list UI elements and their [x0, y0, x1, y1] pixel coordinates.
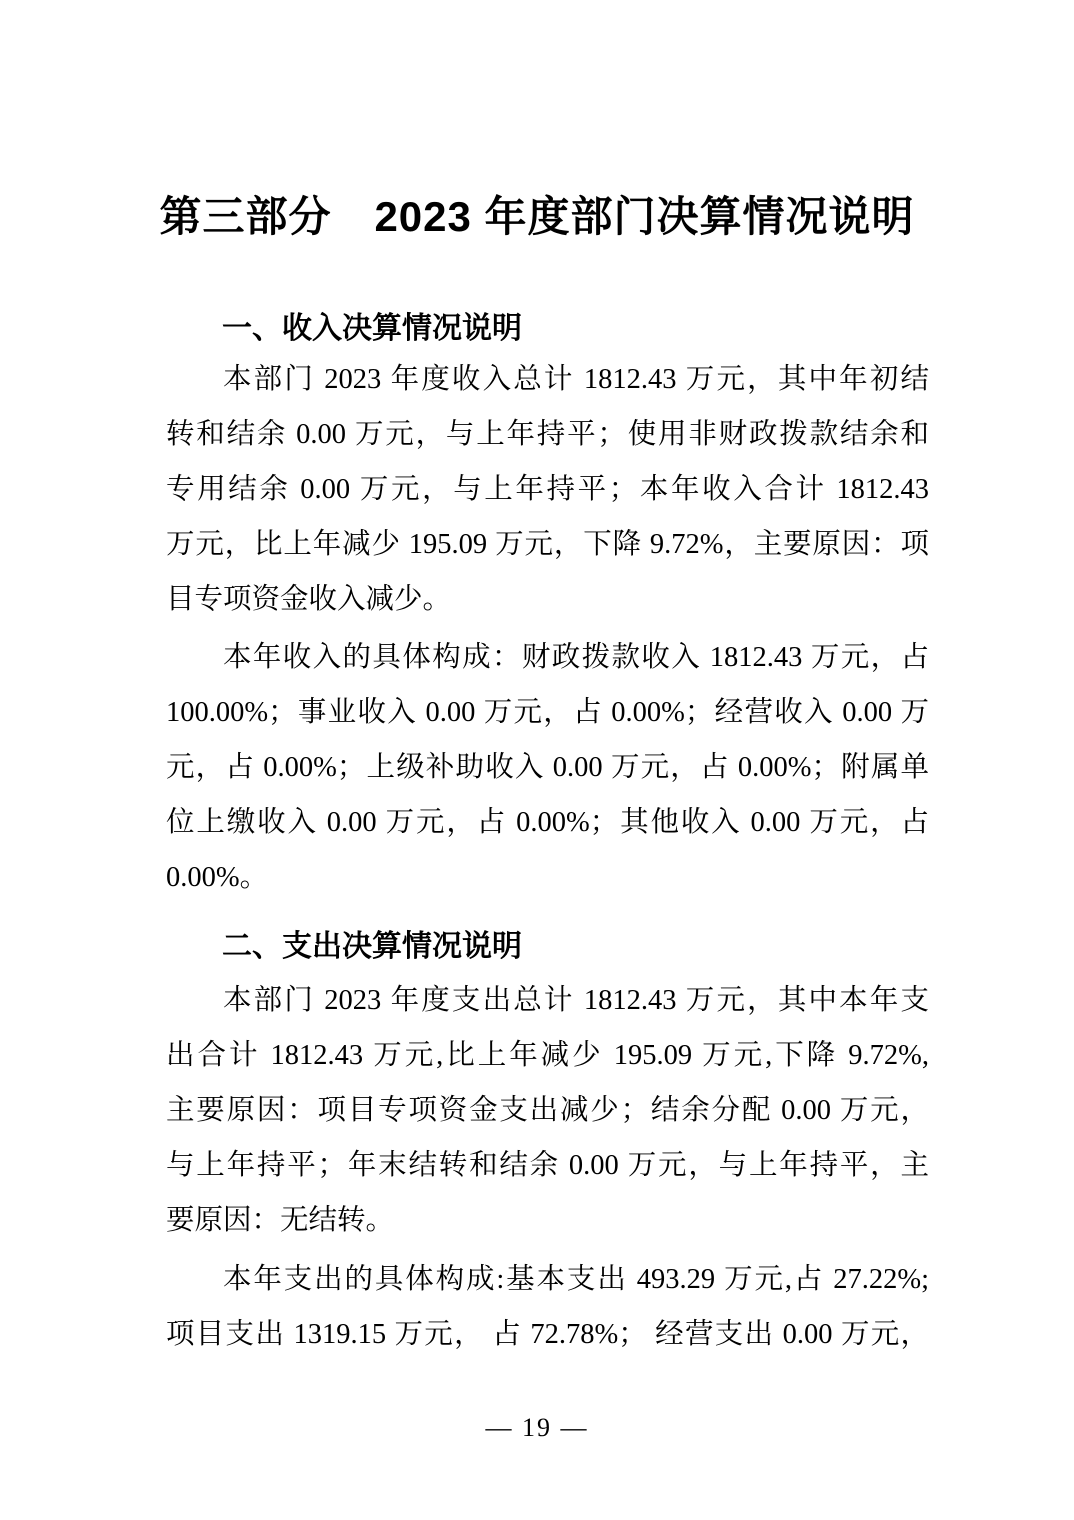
paragraph-expenditure-total [166, 973, 929, 1248]
paragraph-line: 万元，比上年减少 195.09 万元，下降 9.72%，主要原因：项 [166, 529, 929, 560]
paragraph-line: 0.00%。 [166, 862, 269, 893]
paragraph-line: 出合计 1812.43 万元,比上年减少 195.09 万元,下降 9.72%, [166, 1040, 929, 1071]
paragraph-income-composition [166, 630, 929, 905]
paragraph-line: 项目支出 1319.15 万元， 占 72.78%； 经营支出 0.00 万元， [166, 1319, 929, 1350]
paragraph-line: 目专项资金收入减少。 [166, 584, 452, 615]
paragraph-line: 位上缴收入 0.00 万元，占 0.00%；其他收入 0.00 万元，占 [166, 807, 929, 838]
paragraph-line: 与上年持平；年末结转和结余 0.00 万元，与上年持平，主 [166, 1150, 929, 1181]
paragraph-line: 本部门 2023 年度支出总计 1812.43 万元，其中本年支 [223, 985, 929, 1016]
paragraph-line: 转和结余 0.00 万元，与上年持平；使用非财政拨款结余和 [166, 419, 929, 450]
paragraph-line: 100.00%；事业收入 0.00 万元，占 0.00%；经营收入 0.00 万 [166, 697, 929, 728]
paragraph-line: 要原因：无结转。 [166, 1205, 395, 1236]
paragraph-line: 本年支出的具体构成:基本支出 493.29 万元,占 27.22%; [223, 1264, 929, 1295]
paragraph-income-total [166, 352, 929, 627]
paragraph-expenditure-composition [166, 1252, 929, 1362]
paragraph-line: 主要原因：项目专项资金支出减少；结余分配 0.00 万元， [166, 1095, 929, 1126]
paragraph-line: 专用结余 0.00 万元，与上年持平；本年收入合计 1812.43 [166, 474, 929, 505]
paragraph-line: 本部门 2023 年度收入总计 1812.43 万元，其中年初结 [223, 364, 929, 395]
paragraph-line: 元，占 0.00%；上级补助收入 0.00 万元，占 0.00%；附属单 [166, 752, 929, 783]
section-heading-expenditure: 二、支出决算情况说明 [222, 930, 522, 963]
page-number: — 19 — [485, 1413, 589, 1442]
document-title: 第三部分 2023 年度部门决算情况说明 [159, 193, 915, 240]
paragraph-line: 本年收入的具体构成：财政拨款收入 1812.43 万元，占 [223, 642, 929, 673]
section-heading-income: 一、收入决算情况说明 [222, 312, 522, 345]
